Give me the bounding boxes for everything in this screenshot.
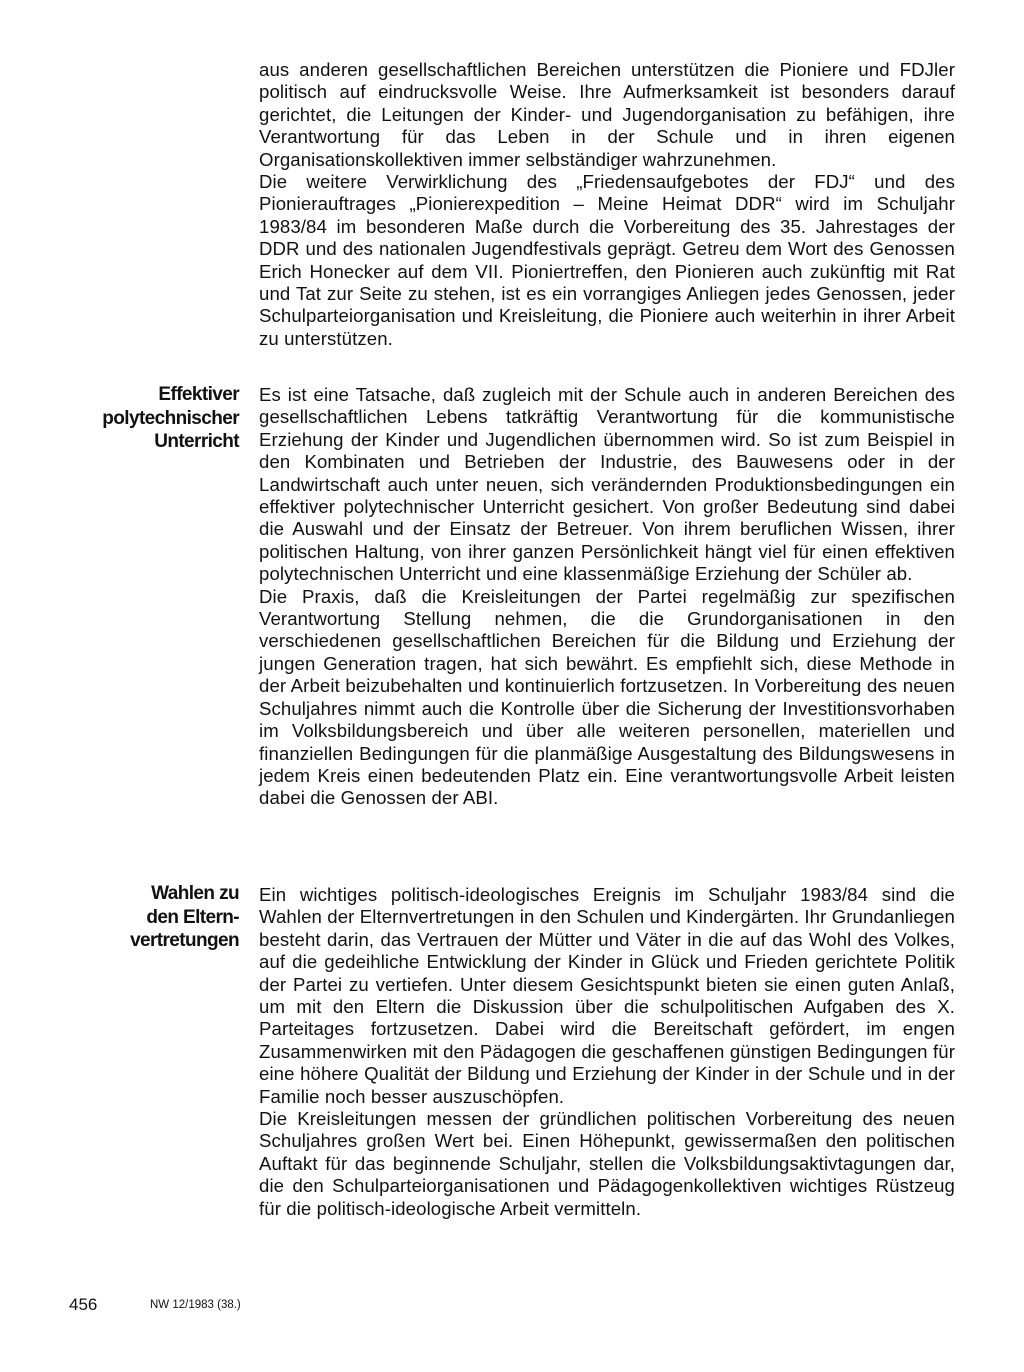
paragraph: Es ist eine Tatsache, daß zugleich mit der Schule auch in anderen Bereichen des gesellschaftlichen Lebens tatkräftig Verantwortung für die kommunistische Erziehung der Kinder und Jugendlichen übernommen wird. So ist zum Beispiel in den Kombinaten und Betrieben der Industrie, des Bauwesens oder in der Landwirtschaft auch unter neuen, sich verändernden Produktionsbedingungen ein effektiver polytechnischer Unterricht gesichert. Von großer Bedeutung sind dabei die Auswahl und der Einsatz der Betreuer. Von ihrem beruflichen Wissen, ihrer politischen Haltung, von ihrer ganzen Persönlichkeit hängt viel für einen effektiven polytechnischen Unterricht und eine klassenmäßige Erziehung der Schüler ab. (259, 384, 955, 585)
page-number: 456 (69, 1295, 98, 1314)
section-heading-polytechnic (102, 383, 239, 454)
heading-line: Effektiver (158, 384, 239, 405)
paragraph: aus anderen gesellschaftlichen Bereichen unterstützen die Pioniere und FDJler politisch auf eindrucksvolle Weise. Ihre Aufmerksamkeit ist besonders darauf gerichtet, die Leitungen der Kinder- und Jugendorganisation zu befähigen, ihre Verantwortung für das Leben in der Schule und in ihren eigenen Organisationskollektiven immer selbständiger wahrzunehmen. (259, 59, 955, 170)
heading-line: polytechnischer (102, 407, 239, 429)
intro-text-block (259, 59, 955, 350)
page-footer (69, 1295, 241, 1315)
heading-line: Wahlen zu (151, 883, 239, 904)
journal-reference: NW 12/1983 (38.) (150, 1299, 241, 1311)
paragraph: Ein wichtiges politisch-ideologisches Ereignis im Schuljahr 1983/84 sind die Wahlen der Elternvertretungen in den Schulen und Kindergärten. Ihr Grundanliegen besteht darin, das Vertrauen der Mütter und Väter in die auf das Wohl des Volkes, auf die gedeihliche Entwicklung der Kinder in Glück und Frieden gerichtete Politik der Partei zu vertiefen. Unter diesem Gesichtspunkt bieten sie einen guten Anlaß, um mit den Eltern die Diskussion über die schulpolitischen Aufgaben des X. Parteitages fortzusetzen. Dabei wird die Bereitschaft gefördert, im engen Zusammenwirken mit den Pädagogen die geschaffenen günstigen Bedingungen für eine höhere Qualität der Bildung und Erziehung der Kinder in der Schule und in der Familie noch besser auszuschöpfen. (259, 884, 955, 1107)
paragraph: Die weitere Verwirklichung des „Friedensaufgebotes der FDJ“ und des Pionierauftrages „Pionierexpedition – Meine Heimat DDR“ wird im Schuljahr 1983/84 im besonderen Maße durch die Vorbereitung des 35. Jahrestages der DDR und des nationalen Jugendfestivals geprägt. Getreu dem Wort des Genossen Erich Honecker auf dem VII. Pioniertreffen, den Pionieren auch zukünftig mit Rat und Tat zur Seite zu stehen, ist es ein vorrangiges Anliegen jedes Genossen, jeder Schulparteiorganisation und Kreisleitung, die Pioniere auch weiterhin in ihrer Arbeit zu unterstützen. (259, 171, 955, 349)
heading-line: vertretungen (130, 930, 239, 951)
section-text-polytechnic (259, 384, 955, 810)
section-heading-parent-elections (130, 882, 239, 953)
paragraph: Die Kreisleitungen messen der gründlichen politischen Vorbereitung des neuen Schuljahres großen Wert bei. Einen Höhepunkt, gewissermaßen den politischen Auftakt für das beginnende Schuljahr, stellen die Volksbildungsaktivtagungen dar, die den Schulparteiorganisationen und Pädagogenkollektiven wichtiges Rüstzeug für die politisch-ideologische Arbeit vermitteln. (259, 1108, 955, 1219)
heading-line: den Eltern- (146, 906, 239, 928)
paragraph: Die Praxis, daß die Kreisleitungen der Partei regelmäßig zur spezifischen Verantwortung Stellung nehmen, die die Grundorganisationen in den verschiedenen gesellschaftlichen Bereichen für die Bildung und Erziehung der jungen Generation tragen, hat sich bewährt. Es empfiehlt sich, diese Methode in der Arbeit beizubehalten und kontinuierlich fortzusetzen. In Vorbereitung des neuen Schuljahres nimmt auch die Kontrolle über die Sicherung der Investitionsvorhaben im Volksbildungsbereich und über alle weiteren personellen, materiellen und finanziellen Bedingungen für die planmäßige Ausgestaltung des Bildungswesens in jedem Kreis einen bedeutenden Platz ein. Eine verantwortungsvolle Arbeit leisten dabei die Genossen der ABI. (259, 585, 955, 809)
heading-line: Unterricht (154, 431, 239, 452)
section-text-parent-elections (259, 884, 955, 1220)
